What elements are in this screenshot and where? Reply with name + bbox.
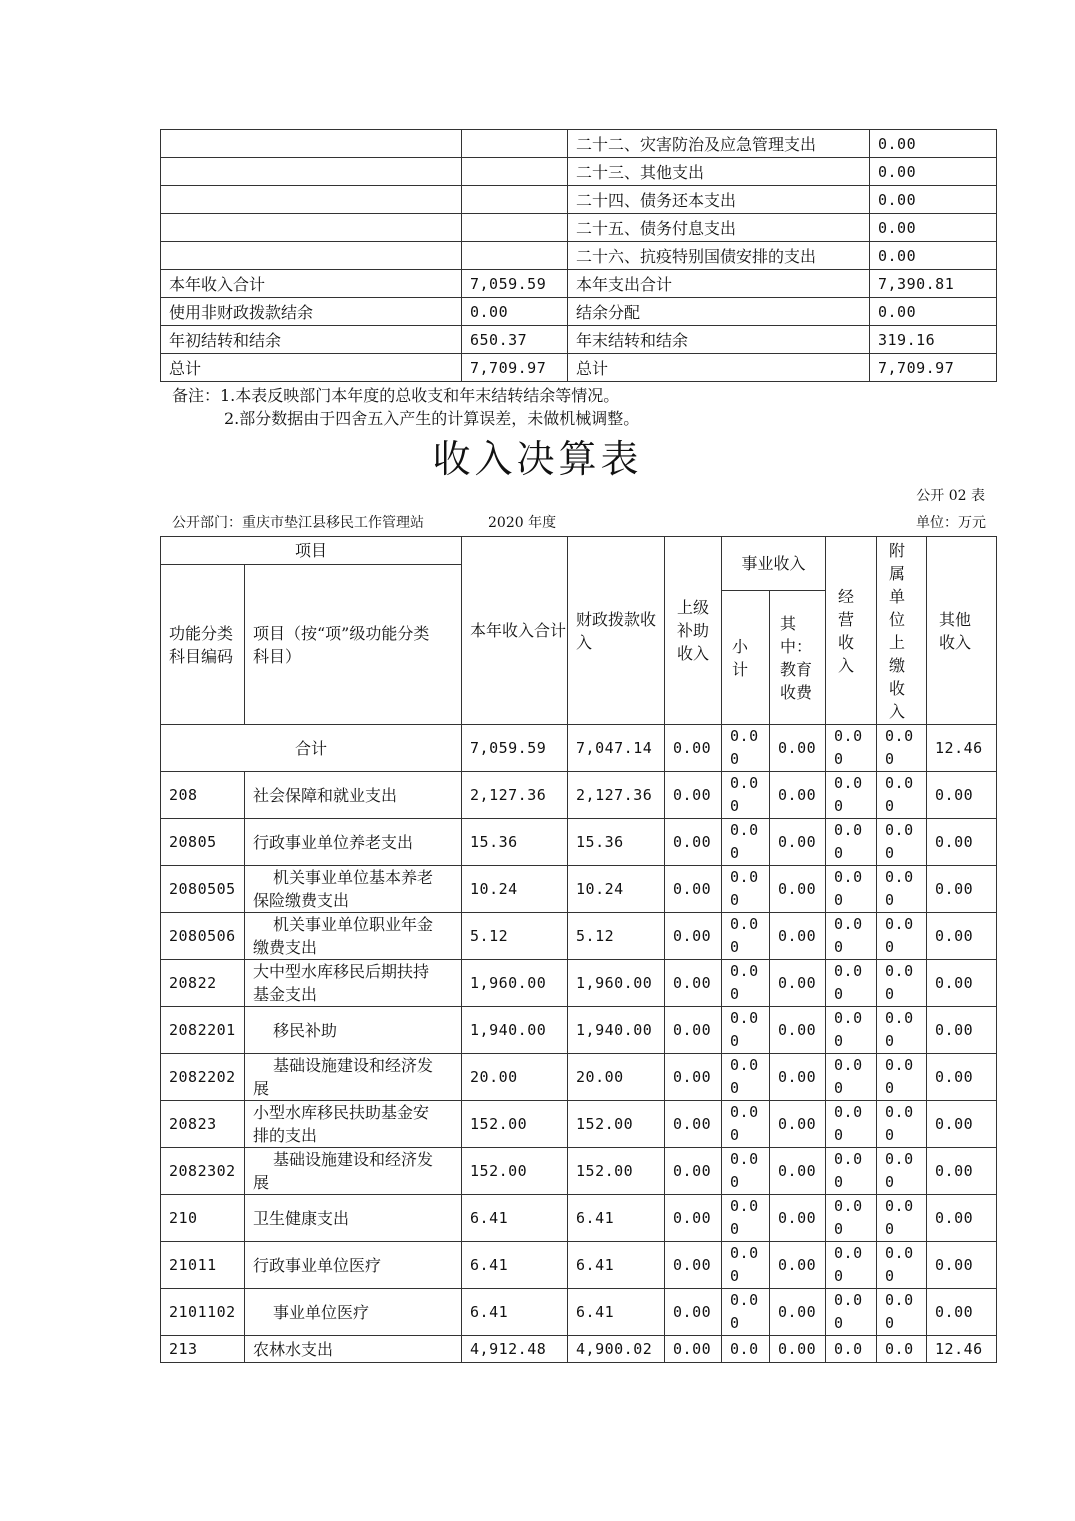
table-row: [161, 1054, 997, 1101]
cell-subtotal: 0.00: [722, 1054, 770, 1101]
cell-edu: 0.00: [770, 1007, 826, 1054]
summary-row: [161, 186, 997, 214]
cell-edu: 0.00: [770, 866, 826, 913]
cell-other: 12.46: [927, 725, 997, 772]
summary-cell: 本年收入合计: [161, 270, 462, 298]
summary-cell: 7,709.97: [870, 354, 997, 382]
total-row: [161, 725, 997, 772]
cell-other: 0.00: [927, 1148, 997, 1195]
cell-superior: 0.00: [665, 772, 722, 819]
cell-name: 机关事业单位职业年金缴费支出: [245, 913, 462, 960]
cell-affiliated: 0.00: [877, 1242, 927, 1289]
cell-affiliated: 0.00: [877, 913, 927, 960]
summary-table: [160, 129, 997, 382]
cell-total: 152.00: [462, 1148, 568, 1195]
table-row: [161, 1101, 997, 1148]
header-affiliated: 附属单位上缴收入: [877, 537, 927, 725]
summary-cell: 总计: [568, 354, 870, 382]
cell-name: 卫生健康支出: [245, 1195, 462, 1242]
summary-cell: 0.00: [462, 298, 568, 326]
cell-affiliated: 0.00: [877, 1195, 927, 1242]
cell-name: 社会保障和就业支出: [245, 772, 462, 819]
summary-body: [161, 130, 997, 382]
cell-name: 大中型水库移民后期扶持基金支出: [245, 960, 462, 1007]
cell-other: 0.00: [927, 772, 997, 819]
year-label: 2020 年度: [488, 515, 557, 531]
cell-superior: 0.00: [665, 913, 722, 960]
summary-row: [161, 270, 997, 298]
department-label: 公开部门：重庆市垫江县移民工作管理站: [172, 515, 424, 531]
header-name: 项目（按“项”级功能分类科目）: [245, 565, 462, 725]
header-total: 本年收入合计: [462, 537, 568, 725]
header-superior: 上级补助收入: [665, 537, 722, 725]
summary-cell: [161, 214, 462, 242]
cell-total: 6.41: [462, 1195, 568, 1242]
cell-superior: 0.00: [665, 960, 722, 1007]
cell-other: 0.00: [927, 866, 997, 913]
cell-operating: 0.00: [826, 1242, 877, 1289]
cell-name: 移民补助: [245, 1007, 462, 1054]
cell-affiliated: 0.00: [877, 1289, 927, 1336]
cell-fiscal: 4,900.02: [568, 1336, 665, 1363]
cell-total: 15.36: [462, 819, 568, 866]
cell-superior: 0.00: [665, 1242, 722, 1289]
cell-superior: 0.00: [665, 1289, 722, 1336]
cell-total: 5.12: [462, 913, 568, 960]
summary-cell: [161, 130, 462, 158]
cell-name: 基础设施建设和经济发展: [245, 1054, 462, 1101]
table-number: 公开 02 表: [916, 488, 985, 504]
cell-subtotal: 0.00: [722, 1007, 770, 1054]
cell-affiliated: 0.00: [877, 1007, 927, 1054]
cell-affiliated: 0.00: [877, 1101, 927, 1148]
cell-other: 0.00: [927, 1242, 997, 1289]
unit-label: 单位：万元: [916, 515, 986, 531]
summary-cell: 7,390.81: [870, 270, 997, 298]
cell-subtotal: 0.00: [722, 1148, 770, 1195]
cell-operating: 0.00: [826, 1054, 877, 1101]
summary-cell: 二十三、其他支出: [568, 158, 870, 186]
summary-cell: 0.00: [870, 186, 997, 214]
summary-cell: [161, 186, 462, 214]
cell-subtotal: 0.00: [722, 1195, 770, 1242]
notes: [172, 384, 639, 430]
cell-subtotal: 0.00: [722, 913, 770, 960]
cell-other: 0.00: [927, 1289, 997, 1336]
cell-edu: 0.00: [770, 1242, 826, 1289]
summary-cell: 0.00: [870, 158, 997, 186]
cell-subtotal: 0.00: [722, 866, 770, 913]
cell-edu: 0.00: [770, 1101, 826, 1148]
cell-affiliated: 0.00: [877, 1054, 927, 1101]
summary-cell: [161, 158, 462, 186]
cell-code: 20822: [161, 960, 245, 1007]
header-code: 功能分类科目编码: [161, 565, 245, 725]
summary-row: [161, 242, 997, 270]
cell-superior: 0.00: [665, 866, 722, 913]
summary-cell: 二十二、灾害防治及应急管理支出: [568, 130, 870, 158]
cell-subtotal: 0.0: [722, 1336, 770, 1363]
cell-total: 10.24: [462, 866, 568, 913]
summary-cell: [462, 242, 568, 270]
cell-fiscal: 152.00: [568, 1148, 665, 1195]
cell-operating: 0.00: [826, 1289, 877, 1336]
cell-other: 0.00: [927, 1195, 997, 1242]
cell-operating: 0.0: [826, 1336, 877, 1363]
summary-cell: 0.00: [870, 214, 997, 242]
cell-fiscal: 6.41: [568, 1195, 665, 1242]
cell-subtotal: 0.00: [722, 1101, 770, 1148]
cell-fiscal: 5.12: [568, 913, 665, 960]
cell-name: 事业单位医疗: [245, 1289, 462, 1336]
cell-total: 6.41: [462, 1289, 568, 1336]
summary-cell: 7,059.59: [462, 270, 568, 298]
cell-other: 0.00: [927, 960, 997, 1007]
cell-operating: 0.00: [826, 866, 877, 913]
cell-superior: 0.00: [665, 725, 722, 772]
cell-code: 2082202: [161, 1054, 245, 1101]
cell-other: 0.00: [927, 913, 997, 960]
cell-subtotal: 0.00: [722, 1242, 770, 1289]
cell-total: 2,127.36: [462, 772, 568, 819]
cell-superior: 0.00: [665, 819, 722, 866]
cell-subtotal: 0.00: [722, 819, 770, 866]
cell-superior: 0.00: [665, 1054, 722, 1101]
page-title: 收入决算表: [432, 437, 643, 481]
summary-cell: 年末结转和结余: [568, 326, 870, 354]
summary-cell: [462, 130, 568, 158]
cell-code: 208: [161, 772, 245, 819]
cell-edu: 0.00: [770, 1148, 826, 1195]
cell-affiliated: 0.00: [877, 772, 927, 819]
cell-operating: 0.00: [826, 1195, 877, 1242]
cell-name: 基础设施建设和经济发展: [245, 1148, 462, 1195]
cell-total: 6.41: [462, 1242, 568, 1289]
summary-row: [161, 354, 997, 382]
summary-cell: 319.16: [870, 326, 997, 354]
cell-code: 210: [161, 1195, 245, 1242]
header-edu: 其中：教育收费: [770, 591, 826, 725]
cell-operating: 0.00: [826, 1101, 877, 1148]
cell-total: 1,940.00: [462, 1007, 568, 1054]
cell-total: 1,960.00: [462, 960, 568, 1007]
cell-subtotal: 0.00: [722, 772, 770, 819]
cell-name: 行政事业单位医疗: [245, 1242, 462, 1289]
cell-operating: 0.00: [826, 772, 877, 819]
summary-cell: 650.37: [462, 326, 568, 354]
summary-cell: [462, 158, 568, 186]
summary-cell: 0.00: [870, 298, 997, 326]
summary-cell: 0.00: [870, 242, 997, 270]
cell-edu: 0.00: [770, 913, 826, 960]
cell-edu: 0.00: [770, 1195, 826, 1242]
cell-edu: 0.00: [770, 1054, 826, 1101]
header-fiscal: 财政拨款收入: [568, 537, 665, 725]
cell-subtotal: 0.00: [722, 960, 770, 1007]
cell-operating: 0.00: [826, 1148, 877, 1195]
cell-code: 2080505: [161, 866, 245, 913]
summary-row: [161, 326, 997, 354]
summary-cell: 结余分配: [568, 298, 870, 326]
cell-superior: 0.00: [665, 1195, 722, 1242]
cell-other: 12.46: [927, 1336, 997, 1363]
table-row: [161, 819, 997, 866]
cell-edu: 0.00: [770, 960, 826, 1007]
cell-superior: 0.00: [665, 1148, 722, 1195]
table-row: [161, 1148, 997, 1195]
summary-cell: 总计: [161, 354, 462, 382]
cell-other: 0.00: [927, 1101, 997, 1148]
summary-cell: 0.00: [870, 130, 997, 158]
summary-cell: 年初结转和结余: [161, 326, 462, 354]
cell-fiscal: 2,127.36: [568, 772, 665, 819]
cell-subtotal: 0.00: [722, 1289, 770, 1336]
cell-edu: 0.00: [770, 772, 826, 819]
header-other: 其他收入: [927, 537, 997, 725]
cell-operating: 0.00: [826, 960, 877, 1007]
cell-fiscal: 10.24: [568, 866, 665, 913]
cell-code: 2082201: [161, 1007, 245, 1054]
summary-cell: 二十四、债务还本支出: [568, 186, 870, 214]
cell-total: 4,912.48: [462, 1336, 568, 1363]
table-row: [161, 1242, 997, 1289]
income-table: [160, 536, 997, 1363]
summary-row: [161, 298, 997, 326]
cell-code: 21011: [161, 1242, 245, 1289]
cell-operating: 0.00: [826, 725, 877, 772]
header-row-1: [161, 537, 997, 565]
cell-fiscal: 7,047.14: [568, 725, 665, 772]
cell-superior: 0.00: [665, 1007, 722, 1054]
cell-code: 20805: [161, 819, 245, 866]
cell-fiscal: 20.00: [568, 1054, 665, 1101]
cell-affiliated: 0.00: [877, 960, 927, 1007]
cell-affiliated: 0.0: [877, 1336, 927, 1363]
summary-row: [161, 158, 997, 186]
header-career: 事业收入: [722, 537, 826, 591]
cell-code: 20823: [161, 1101, 245, 1148]
summary-cell: [462, 214, 568, 242]
cell-affiliated: 0.00: [877, 819, 927, 866]
cell-fiscal: 6.41: [568, 1242, 665, 1289]
summary-cell: 7,709.97: [462, 354, 568, 382]
cell-fiscal: 1,960.00: [568, 960, 665, 1007]
table-row: [161, 960, 997, 1007]
cell-operating: 0.00: [826, 1007, 877, 1054]
cell-operating: 0.00: [826, 913, 877, 960]
cell-fiscal: 15.36: [568, 819, 665, 866]
header-operating: 经营收入: [826, 537, 877, 725]
summary-cell: 二十六、抗疫特别国债安排的支出: [568, 242, 870, 270]
summary-cell: [462, 186, 568, 214]
cell-operating: 0.00: [826, 819, 877, 866]
cell-total: 7,059.59: [462, 725, 568, 772]
summary-cell: [161, 242, 462, 270]
summary-cell: 使用非财政拨款结余: [161, 298, 462, 326]
table-row: [161, 1195, 997, 1242]
table-row: [161, 1007, 997, 1054]
table-row: [161, 772, 997, 819]
cell-code: 2080506: [161, 913, 245, 960]
cell-name: 行政事业单位养老支出: [245, 819, 462, 866]
cell-affiliated: 0.00: [877, 725, 927, 772]
header-project: 项目: [161, 537, 462, 565]
cell-other: 0.00: [927, 1054, 997, 1101]
cell-total: 20.00: [462, 1054, 568, 1101]
cell-superior: 0.00: [665, 1336, 722, 1363]
note-line-2: 2.部分数据由于四舍五入产生的计算误差，未做机械调整。: [224, 409, 640, 428]
cell-name: 农林水支出: [245, 1336, 462, 1363]
cell-name: 机关事业单位基本养老保险缴费支出: [245, 866, 462, 913]
table-row: [161, 913, 997, 960]
table-row: [161, 866, 997, 913]
summary-cell: 本年支出合计: [568, 270, 870, 298]
cell-edu: 0.00: [770, 1336, 826, 1363]
cell-subtotal: 0.00: [722, 725, 770, 772]
header-subtotal: 小计: [722, 591, 770, 725]
summary-cell: 二十五、债务付息支出: [568, 214, 870, 242]
cell-code: 2101102: [161, 1289, 245, 1336]
cell-other: 0.00: [927, 819, 997, 866]
cell-code: 2082302: [161, 1148, 245, 1195]
cell-affiliated: 0.00: [877, 866, 927, 913]
cell-superior: 0.00: [665, 1101, 722, 1148]
cell-name: 小型水库移民扶助基金安排的支出: [245, 1101, 462, 1148]
table-row: [161, 1289, 997, 1336]
cell-edu: 0.00: [770, 725, 826, 772]
cell-edu: 0.00: [770, 819, 826, 866]
cell-fiscal: 152.00: [568, 1101, 665, 1148]
cell-affiliated: 0.00: [877, 1148, 927, 1195]
cell-fiscal: 6.41: [568, 1289, 665, 1336]
income-body: [161, 725, 997, 1363]
cell-code: 213: [161, 1336, 245, 1363]
summary-row: [161, 214, 997, 242]
table-row: [161, 1336, 997, 1363]
note-line-1: 备注：1.本表反映部门本年度的总收支和年末结转结余等情况。: [172, 386, 620, 405]
cell-total: 152.00: [462, 1101, 568, 1148]
summary-row: [161, 130, 997, 158]
cell-other: 0.00: [927, 1007, 997, 1054]
cell-fiscal: 1,940.00: [568, 1007, 665, 1054]
total-label: 合计: [161, 725, 462, 772]
cell-edu: 0.00: [770, 1289, 826, 1336]
